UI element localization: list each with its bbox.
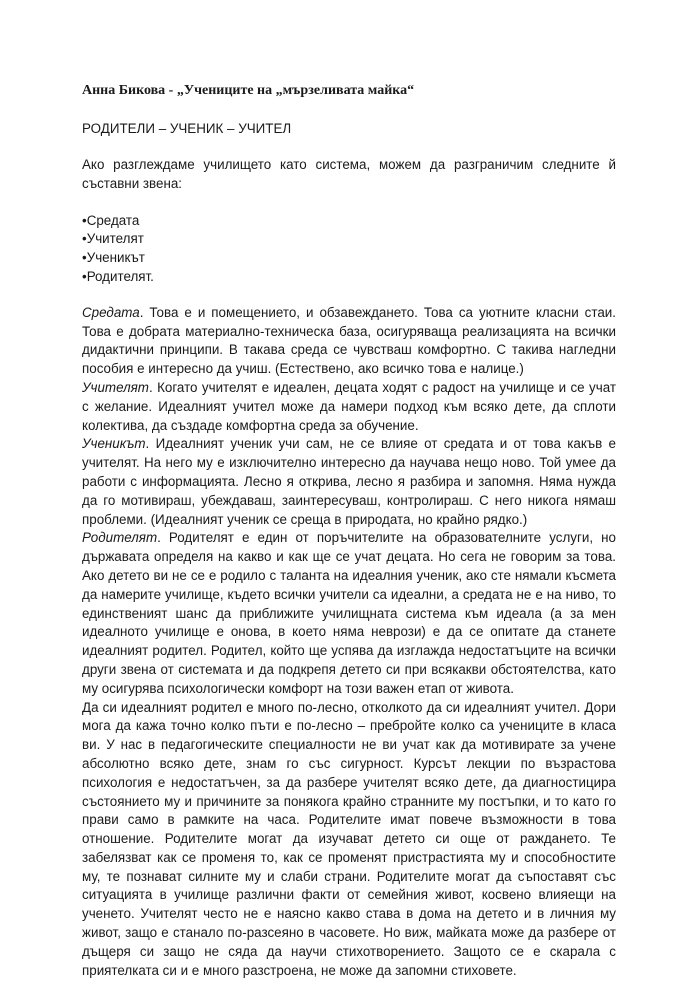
intro-paragraph: Ако разглеждаме училището като система, можем да разграничим следните й съставни звена: [82, 157, 616, 191]
section-text: . Идеалният ученик учи сам, не се влияе от средата и от това какъв е учителят. На него му е изключително интересно да научава нещо ново. Той умее да работи с информацията. Лесно я открива, лесно я разбира и запомня. Няма нужда да го мотивираш, убеждаваш, заинтересуваш, контролираш. С него никога нямаш проблеми. (Идеалният ученик се среща в природата, но крайно рядко.) [82, 436, 616, 527]
section-text: . Когато учителят е идеален, децата ходят с радост на училище и се учат с желание. Идеалният учител може да намери подход към всяко дете, да сплоти колектива, да създаде комфортна среда за обучение. [82, 379, 616, 433]
section-ideal-parent [82, 699, 616, 981]
section-lead: Родителят [82, 530, 158, 546]
section-student [82, 435, 616, 529]
section-lead: Учителят [82, 379, 149, 395]
document-body [82, 304, 616, 981]
document-subtitle: РОДИТЕЛИ – УЧЕНИК – УЧИТЕЛ [82, 121, 292, 136]
list-item: •Средата [82, 212, 140, 228]
list-item: •Учителят [82, 231, 144, 247]
section-environment [82, 304, 616, 379]
section-teacher [82, 379, 616, 435]
section-text: Да си идеалният родител е много по-лесно, отколкото да си идеалният учител. Дори мога да кажа точно колко пъти е по-лесно – пребройте колко са учениците в класа ви. У нас в педагогическите специалности не ви учат как да мотивирате за учене абсолютно всяко дете, знам го със сигурност. Курсът лекции по възрастова психология е недостатъчен, за да разбере учителят всяко дете, да диагностицира състоянието му и причините за понякога крайно странните му постъпки, и то като го прави само в рамките на часа. Родителите имат повече възможности в това отношение. Родителите могат да изучават детето си още от раждането. Те забелязват как се променя то, как се променят пристрастията му и способностите му, те познават силните му и слаби страни. Родителите могат да съпоставят със ситуацията в училище различни факти от семейния живот, косвено влияещи на ученето. Учителят често не е наясно какво става в дома на детето и в личния му живот, защо е станало по-разсеяно в часовете. Но виж, майката може да разбере от дъщеря си защо не сяда да научи стихотворението. Защото се е скарала с приятелката си и е много разстроена, не може да запомни стиховете. [82, 699, 616, 978]
section-text: . Родителят е един от поръчителите на образователните услуги, но държавата определя на какво и как ще се учат децата. Но сега не говорим за това. Ако детето ви не се е родило с таланта на идеалния ученик, ако сте нямали късмета да намерите училище, където всички учители са идеални, а средата не е на ниво, то единственият шанс да приближите училищната система към идеала (а за мен идеалното училище е онова, в което няма неврози) е да се опитате да станете идеалният родител. Родител, който ще успява да изглажда недостатъците на всички други звена от системата и да подкрепя детето си при всякакви обстоятелства, като му осигурява психологически комфорт на този важен етап от живота. [82, 530, 616, 696]
document-title: Анна Бикова - „Учениците на „мързеливата майка“ [82, 83, 415, 98]
section-lead: Средата [82, 304, 140, 320]
section-lead: Ученикът [82, 436, 146, 452]
list-item: •Родителят. [82, 268, 154, 284]
section-parent [82, 529, 616, 698]
document-page [82, 72, 616, 980]
section-text: . Това е и помещението, и обзавеждането. Това са уютните класни стаи. Това е добрата материално-техническа база, осигуряваща реализацията на всички дидактични принципи. В такава среда се чувстваш комфортно. С такива нагледни пособия е интересно да учиш. (Естествено, ако всичко това е налице.) [82, 304, 616, 377]
components-list [82, 212, 616, 287]
list-item: •Ученикът [82, 250, 145, 266]
